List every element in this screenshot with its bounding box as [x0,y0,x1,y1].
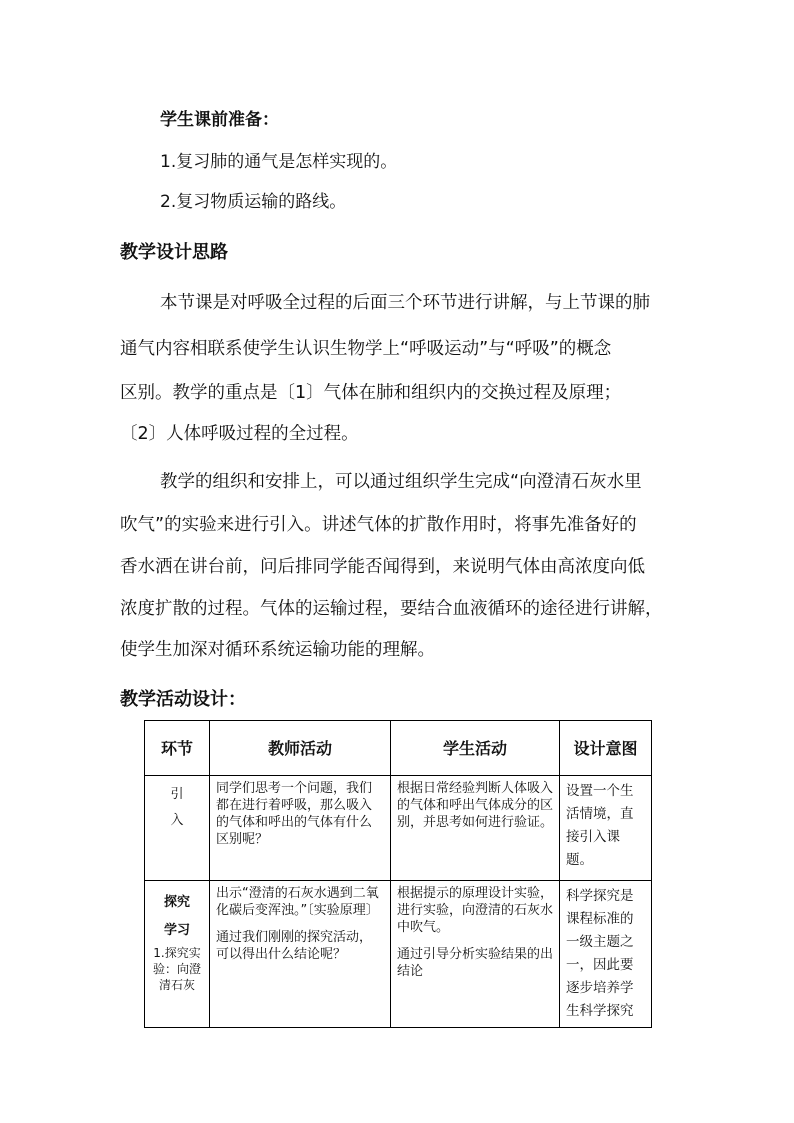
paragraph-line: 通气内容相联系使学生认识生物学上“呼吸运动”与“呼吸”的概念 [120,339,612,359]
teacher-text: 通过我们刚刚的探究活动，可以得出什么结论呢？ [216,930,373,962]
stage-label: 入 [170,813,184,828]
paragraph-line: 区别。教学的重点是〔1〕气体在肺和组织内的交换过程及原理； [120,383,622,403]
stage-label: 引 [170,787,184,802]
header-stage: 环节 [145,721,210,776]
header-student: 学生活动 [391,721,560,776]
header-teacher: 教师活动 [210,721,391,776]
stage-cell [145,881,210,1028]
activity-heading: 教学活动设计： [120,689,246,710]
intent-cell: 设置一个生活情境，直接引入课题。 [560,776,652,881]
teacher-cell [210,881,391,1028]
student-text: 根据提示的原理设计实验，进行实验，向澄清的石灰水中吹气。 [397,886,554,935]
prep-item-1: 1.复习肺的通气是怎样实现的。 [160,152,398,172]
student-text: 通过引导分析实验结果的出结论 [397,947,554,979]
prep-item-2: 2.复习物质运输的路线。 [160,192,347,212]
paragraph-line: 教学的组织和安排上，可以通过组织学生完成“向澄清石灰水里 [160,472,642,492]
stage-label: 学习 [163,923,190,938]
paragraph-line: 〔2〕人体呼吸过程的全过程。 [120,424,359,444]
activity-table [144,720,652,1028]
intent-cell: 科学探究是课程标准的一级主题之一，因此要逐步培养学生科学探究 [560,881,652,1028]
paragraph-line: 本节课是对呼吸全过程的后面三个环节进行讲解，与上节课的肺 [160,293,650,313]
student-cell [391,881,560,1028]
paragraph-line: 香水洒在讲台前，问后排同学能否闻得到，来说明气体由高浓度向低 [120,557,645,577]
table-row [145,881,652,1028]
table-row [145,776,652,881]
paragraph-line: 浓度扩散的过程。气体的运输过程，要结合血液循环的途径进行讲解， [120,599,663,619]
paragraph-line: 使学生加深对循环系统运输功能的理解。 [120,640,435,660]
table-header-row [145,721,652,776]
teacher-cell: 同学们思考一个问题，我们都在进行着呼吸，那么吸入的气体和呼出的气体有什么区别呢？ [210,776,391,881]
stage-cell [145,776,210,881]
prep-title: 学生课前准备： [160,110,279,130]
paragraph-line: 吹气”的实验来进行引入。讲述气体的扩散作用时，将事先准备好的 [120,515,637,535]
student-cell: 根据日常经验判断人体吸入的气体和呼出气体成分的区别，并思考如何进行验证。 [391,776,560,881]
stage-label: 探究 [163,895,190,910]
teacher-text: 出示“澄清的石灰水遇到二氧化碳后变浑浊。”〔实验原理〕 [216,886,379,918]
stage-sub-label: 1.探究实验：向澄清石灰 [152,946,201,992]
design-heading: 教学设计思路 [120,242,228,263]
header-intent: 设计意图 [560,721,652,776]
